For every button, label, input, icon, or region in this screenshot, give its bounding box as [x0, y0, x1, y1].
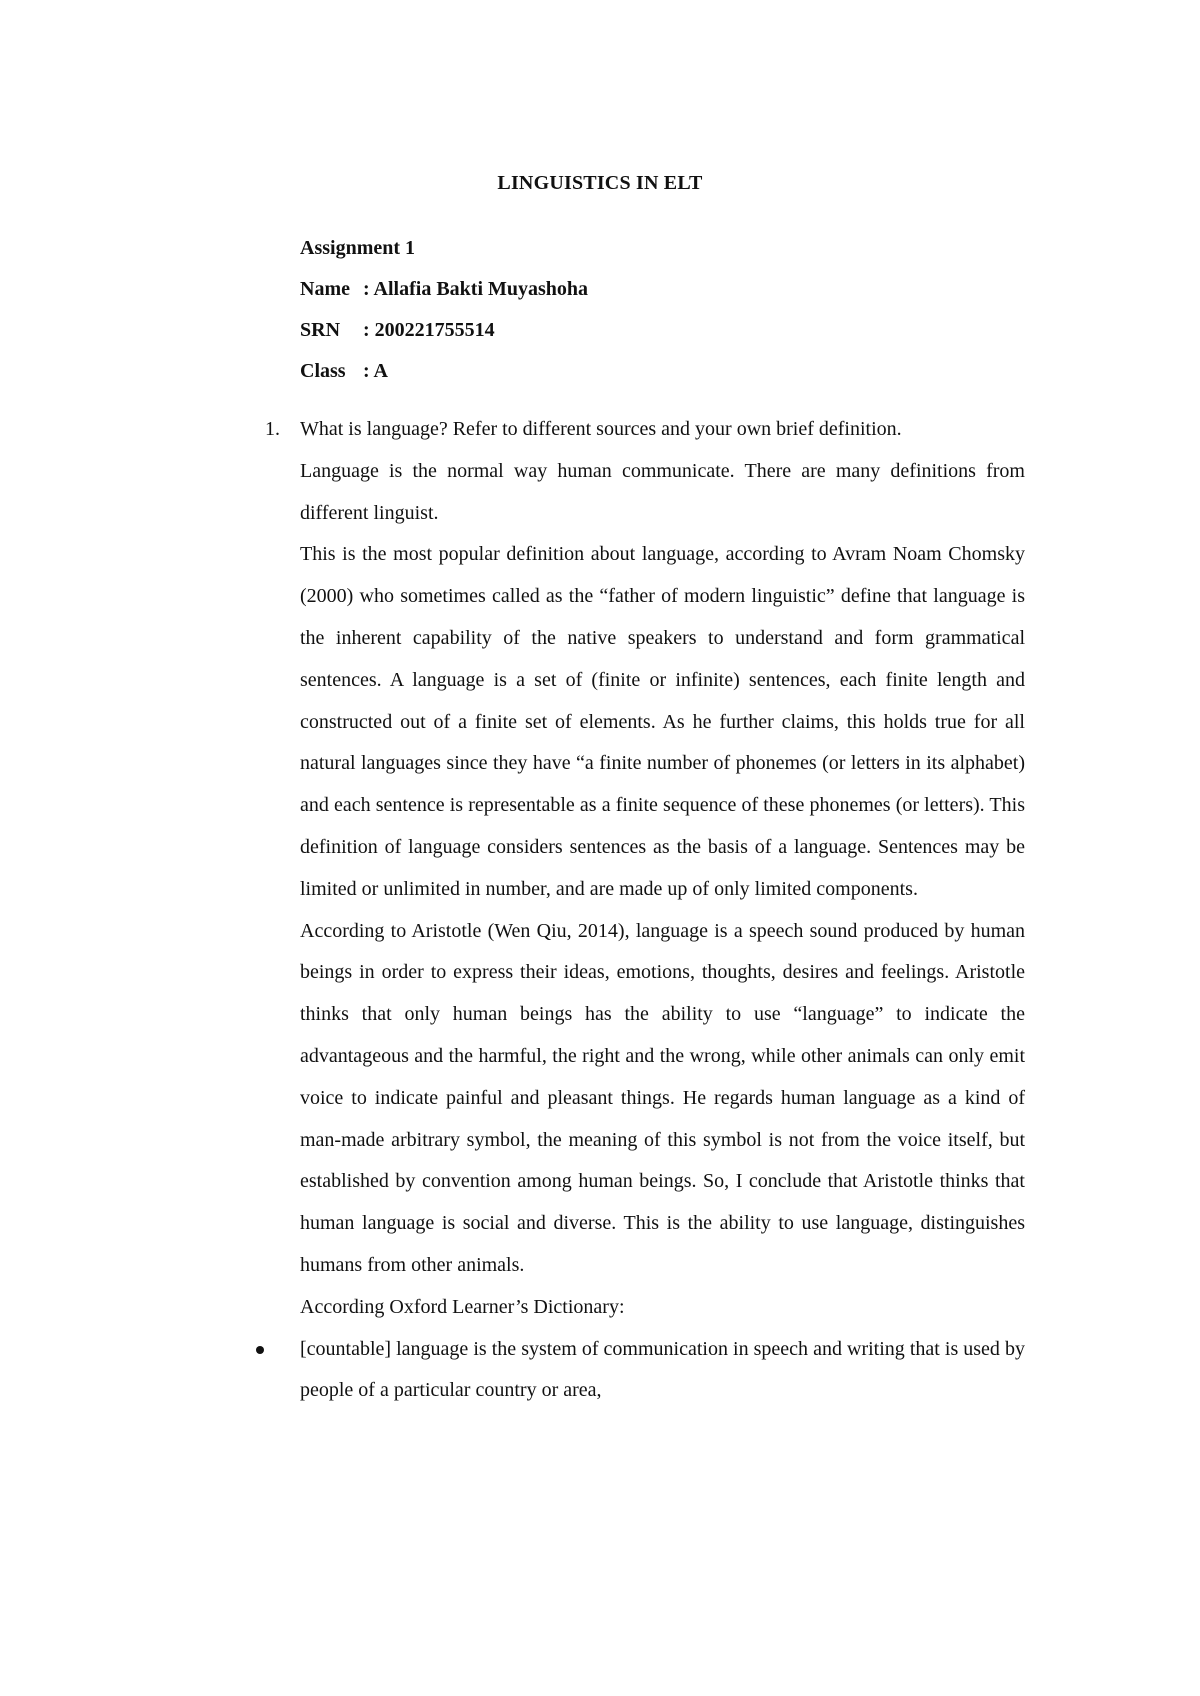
srn-value: : 200221755514: [363, 319, 495, 341]
list-item-text: [countable] language is the system of communication in speech and writing that is used by people of a particular country or area,: [300, 1337, 1025, 1402]
paragraph-aristotle: According to Aristotle (Wen Qiu, 2014), language is a speech sound produced by human beings in order to express their ideas, emotions, thoughts, desires and feelings. Aristotle thinks that only human beings has the ability to use “language” to indicate the advantageous and the harmful, the right and the wrong, while other animals can only emit voice to indicate painful and pleasant things. He regards human language as a kind of man-made arbitrary symbol, the meaning of this symbol is not from the voice itself, but established by convention among human beings. So, I conclude that Aristotle thinks that human language is social and diverse. This is the ability to use language, distinguishes humans from other animals.: [300, 919, 1025, 1276]
class-label: Class: [300, 360, 346, 382]
bullet-icon: [256, 1346, 264, 1354]
question-text: What is language? Refer to different sources and your own brief definition.: [300, 418, 902, 440]
paragraph-intro: Language is the normal way human communicate. There are many definitions from different linguist.: [300, 459, 1025, 524]
srn-label: SRN: [300, 319, 341, 341]
name-row: [300, 269, 588, 310]
paragraph-chomsky: This is the most popular definition about language, according to Avram Noam Chomsky (2000) who sometimes called as the “father of modern linguistic” define that language is the inherent capability of the native speakers to understand and form grammatical sentences. A language is a set of (finite or infinite) sentences, each finite length and constructed out of a finite set of elements. As he further claims, this holds true for all natural languages since they have “a finite number of phonemes (or letters in its alphabet) and each sentence is representable as a finite sequence of these phonemes (or letters). This definition of language considers sentences as the basis of a language. Sentences may be limited or unlimited in number, and are made up of only limited components.: [300, 543, 1025, 900]
document-body: [265, 409, 1025, 1412]
name-label: Name: [300, 278, 350, 300]
student-info-block: [300, 228, 588, 392]
name-value: : Allafia Bakti Muyashoha: [363, 278, 589, 300]
class-row: [300, 351, 588, 392]
question-number: 1.: [265, 418, 280, 440]
paragraph-oxford-intro: According Oxford Learner’s Dictionary:: [300, 1295, 625, 1318]
definition-list: [300, 1329, 1025, 1413]
class-value: : A: [363, 360, 388, 382]
srn-row: [300, 310, 588, 351]
list-item: [300, 1329, 1025, 1413]
document-title: LINGUISTICS IN ELT: [497, 172, 703, 194]
assignment-heading: Assignment 1: [300, 237, 416, 259]
